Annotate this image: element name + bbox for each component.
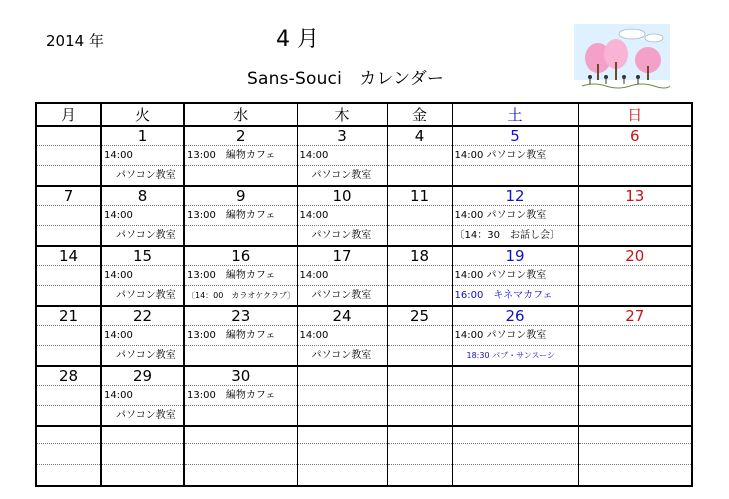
- event-cell: 16:00 キネマカフェ: [452, 286, 578, 307]
- week-3-events-2: [36, 286, 692, 307]
- week-2-dates: [36, 186, 692, 206]
- event-cell: [578, 266, 692, 286]
- month-label: 4 月: [276, 27, 319, 52]
- event-cell: 14:00: [101, 266, 184, 286]
- event-cell: [184, 226, 297, 247]
- event-cell: パソコン教室: [101, 286, 184, 307]
- event-cell: [578, 286, 692, 307]
- event-cell: 〔14：30 お話し会〕: [452, 226, 578, 247]
- event-cell: 14:00: [101, 386, 184, 406]
- date-cell: [387, 366, 452, 386]
- date-cell: 1: [101, 126, 184, 146]
- event-cell: [578, 146, 692, 166]
- date-cell-sunday: 27: [578, 306, 692, 326]
- date-cell-saturday: 12: [452, 186, 578, 206]
- event-cell: [387, 166, 452, 187]
- event-cell: 14:00 パソコン教室: [452, 326, 578, 346]
- date-cell: [297, 366, 387, 386]
- event-cell: 14:00: [101, 326, 184, 346]
- event-cell: [36, 226, 101, 247]
- date-cell: 29: [101, 366, 184, 386]
- date-cell-sunday: 20: [578, 246, 692, 266]
- week-1-events-1: [36, 146, 692, 166]
- date-cell: 23: [184, 306, 297, 326]
- event-cell: パソコン教室: [101, 346, 184, 367]
- weekday-sat: 土: [452, 103, 578, 126]
- date-cell: 9: [184, 186, 297, 206]
- event-cell: パソコン教室: [101, 166, 184, 187]
- week-5-events-2: [36, 406, 692, 427]
- cherry-blossom-illustration-icon: [574, 24, 670, 90]
- event-cell: [578, 326, 692, 346]
- week-5-dates: [36, 366, 692, 386]
- date-cell: 14: [36, 246, 101, 266]
- event-cell: [387, 146, 452, 166]
- date-cell-sunday: 6: [578, 126, 692, 146]
- date-cell-sunday: [578, 366, 692, 386]
- weekday-wed: 水: [184, 103, 297, 126]
- event-cell: [452, 386, 578, 406]
- event-cell: [36, 206, 101, 226]
- weekday-fri: 金: [387, 103, 452, 126]
- event-cell: [452, 406, 578, 427]
- week-4-dates: [36, 306, 692, 326]
- event-cell: 14:00: [101, 146, 184, 166]
- event-cell: [36, 386, 101, 406]
- event-cell: 13:00 編物カフェ: [184, 386, 297, 406]
- event-cell: 14:00: [297, 206, 387, 226]
- event-cell: パソコン教室: [101, 406, 184, 427]
- date-cell-sunday: 13: [578, 186, 692, 206]
- event-cell: パソコン教室: [297, 346, 387, 367]
- event-cell: [387, 346, 452, 367]
- date-cell: 22: [101, 306, 184, 326]
- event-cell: [387, 326, 452, 346]
- event-cell: [36, 406, 101, 427]
- date-cell: 8: [101, 186, 184, 206]
- empty-row: [36, 426, 692, 444]
- date-cell-saturday: 19: [452, 246, 578, 266]
- event-cell: [36, 166, 101, 187]
- event-cell: パソコン教室: [101, 226, 184, 247]
- week-2-events-2: [36, 226, 692, 247]
- event-cell: [36, 146, 101, 166]
- year-label: 2014 年: [46, 32, 104, 50]
- event-cell: [184, 406, 297, 427]
- event-cell: [36, 346, 101, 367]
- event-cell: [387, 386, 452, 406]
- event-cell: パソコン教室: [297, 226, 387, 247]
- event-cell: [387, 406, 452, 427]
- event-cell: [578, 386, 692, 406]
- date-cell: 30: [184, 366, 297, 386]
- week-1-dates: [36, 126, 692, 146]
- event-cell: 13:00 編物カフェ: [184, 206, 297, 226]
- date-cell: 16: [184, 246, 297, 266]
- week-3-events-1: [36, 266, 692, 286]
- date-cell: 11: [387, 186, 452, 206]
- event-cell: 18:30 パブ・サンスーシ: [452, 346, 578, 367]
- event-cell: [578, 226, 692, 247]
- date-cell: 28: [36, 366, 101, 386]
- date-cell-saturday: 5: [452, 126, 578, 146]
- event-cell: 13:00 編物カフェ: [184, 266, 297, 286]
- date-cell: 10: [297, 186, 387, 206]
- event-cell: [297, 406, 387, 427]
- event-cell: 13:00 編物カフェ: [184, 326, 297, 346]
- event-cell: 14:00: [297, 326, 387, 346]
- date-cell: 25: [387, 306, 452, 326]
- week-2-events-1: [36, 206, 692, 226]
- event-cell: [297, 386, 387, 406]
- event-cell: [578, 346, 692, 367]
- week-3-dates: [36, 246, 692, 266]
- date-cell: 3: [297, 126, 387, 146]
- event-cell: [184, 166, 297, 187]
- event-cell: 14:00: [101, 206, 184, 226]
- date-cell: 15: [101, 246, 184, 266]
- empty-row: [36, 444, 692, 465]
- date-cell: 21: [36, 306, 101, 326]
- weekday-sun: 日: [578, 103, 692, 126]
- weekday-thu: 木: [297, 103, 387, 126]
- event-cell: [452, 166, 578, 187]
- event-cell: 14:00: [297, 146, 387, 166]
- date-cell: 2: [184, 126, 297, 146]
- date-cell: 4: [387, 126, 452, 146]
- date-cell: 24: [297, 306, 387, 326]
- event-cell: [36, 266, 101, 286]
- date-cell: 17: [297, 246, 387, 266]
- event-cell: [184, 346, 297, 367]
- weekday-tue: 火: [101, 103, 184, 126]
- event-cell: 14:00 パソコン教室: [452, 206, 578, 226]
- event-cell: [36, 286, 101, 307]
- event-cell: [578, 166, 692, 187]
- event-cell: パソコン教室: [297, 166, 387, 187]
- weekday-header-row: [36, 103, 692, 126]
- event-cell: [387, 286, 452, 307]
- date-cell: 7: [36, 186, 101, 206]
- calendar-grid: [35, 102, 693, 487]
- event-cell: 13:00 編物カフェ: [184, 146, 297, 166]
- event-cell: [578, 406, 692, 427]
- date-cell: [36, 126, 101, 146]
- event-cell: [387, 206, 452, 226]
- date-cell: 18: [387, 246, 452, 266]
- event-cell: パソコン教室: [297, 286, 387, 307]
- event-cell: [36, 326, 101, 346]
- weekday-mon: 月: [36, 103, 101, 126]
- event-cell: [387, 266, 452, 286]
- event-cell: [387, 226, 452, 247]
- empty-row: [36, 465, 692, 487]
- event-cell: 〔14：00 カラオケクラブ〕: [184, 286, 297, 307]
- week-4-events-1: [36, 326, 692, 346]
- date-cell-saturday: 26: [452, 306, 578, 326]
- week-5-events-1: [36, 386, 692, 406]
- event-cell: [578, 206, 692, 226]
- event-cell: 14:00: [297, 266, 387, 286]
- calendar-title: Sans-Souci カレンダー: [247, 69, 445, 89]
- event-cell: 14:00 パソコン教室: [452, 146, 578, 166]
- week-1-events-2: [36, 166, 692, 187]
- date-cell-saturday: [452, 366, 578, 386]
- event-cell: 14:00 パソコン教室: [452, 266, 578, 286]
- week-4-events-2: [36, 346, 692, 367]
